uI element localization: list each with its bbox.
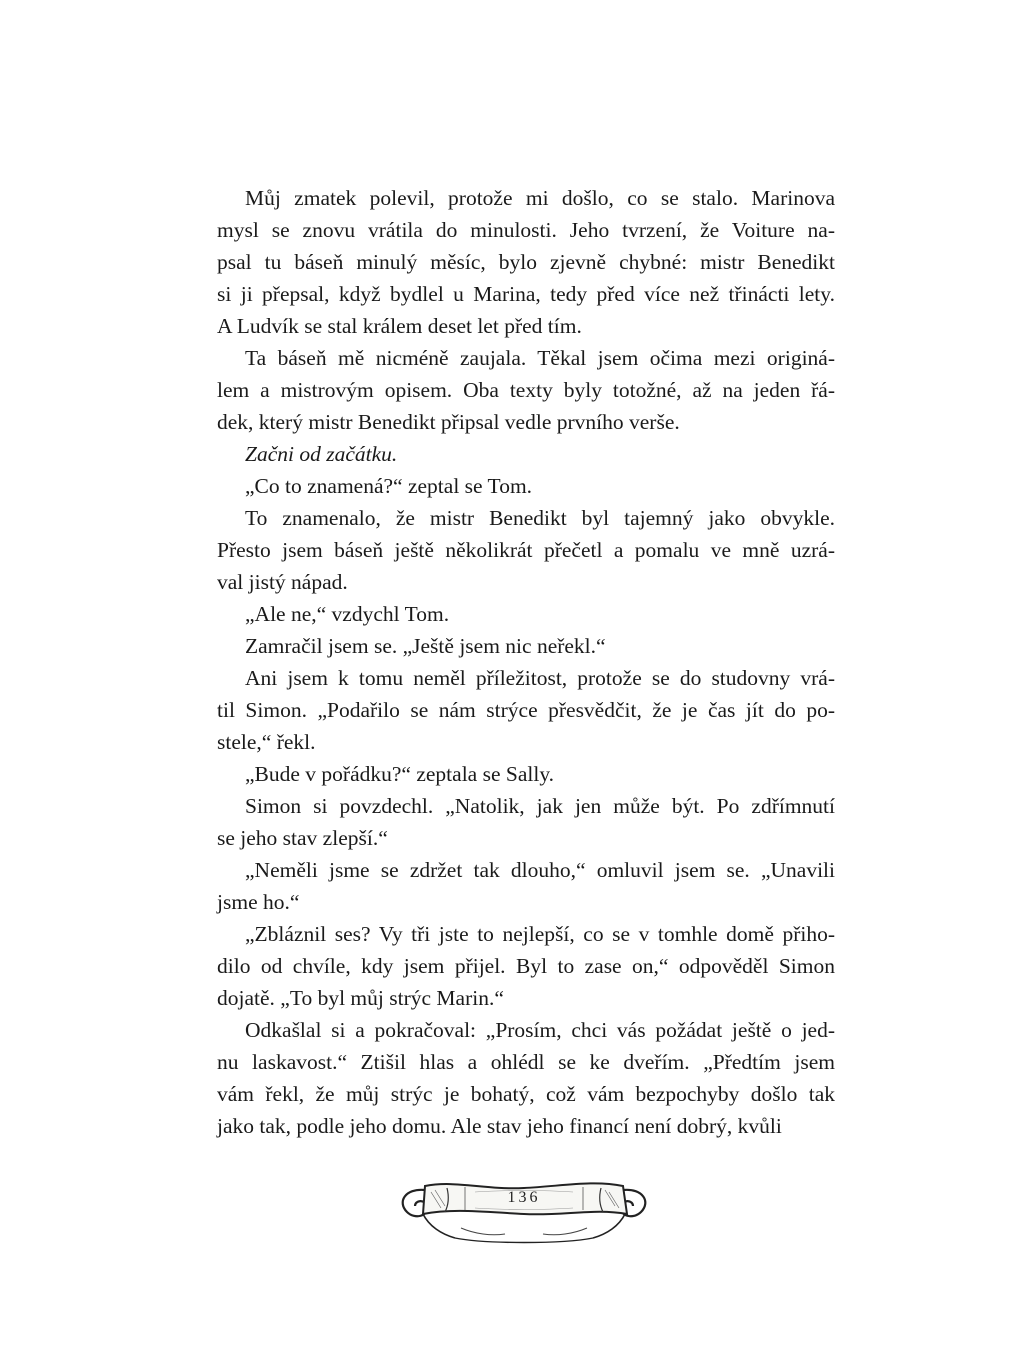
- page-number: 136: [507, 1189, 541, 1206]
- text-line: val jistý nápad.: [217, 570, 348, 594]
- paragraph: [217, 918, 835, 1014]
- paragraph: [217, 1014, 835, 1142]
- text-line: „Zbláznil ses? Vy tři jste to nejlepší, co se v tomhle domě přiho-: [245, 922, 835, 946]
- text-line: vám řekl, že můj strýc je bohatý, což vám bezpochyby došlo tak: [217, 1082, 835, 1106]
- text-line: si ji přepsal, když bydlel u Marina, tedy před více než třinácti lety.: [217, 282, 835, 306]
- text-line: jako tak, podle jeho domu. Ale stav jeho financí není dobrý, kvůli: [217, 1114, 782, 1138]
- paragraph: [217, 502, 835, 598]
- text-line: Simon si povzdechl. „Natolik, jak jen může být. Po zdřímnutí: [245, 794, 835, 818]
- paragraph: [217, 758, 835, 790]
- page-footer: [395, 1168, 645, 1248]
- text-line: nu laskavost.“ Ztišil hlas a ohlédl se ke dveřím. „Předtím jsem: [217, 1050, 835, 1074]
- text-line: til Simon. „Podařilo se nám strýce přesvědčit, že je čas jít do po-: [217, 698, 835, 722]
- paragraph: [217, 182, 835, 342]
- scroll-banner-ornament: [395, 1168, 653, 1248]
- text-line: „Neměli jsme se zdržet tak dlouho,“ omluvil jsem se. „Unavili: [245, 858, 835, 882]
- text-line: Ani jsem k tomu neměl příležitost, protože se do studovny vrá-: [245, 666, 835, 690]
- paragraph: [217, 854, 835, 918]
- paragraph: [217, 342, 835, 438]
- text-line: Můj zmatek polevil, protože mi došlo, co se stalo. Marinova: [245, 186, 835, 210]
- text-line: Zamračil jsem se. „Ještě jsem nic neřekl.“: [245, 634, 606, 658]
- text-line: „Bude v pořádku?“ zeptala se Sally.: [245, 762, 555, 786]
- text-line: stele,“ řekl.: [217, 730, 316, 754]
- paragraph: [217, 662, 835, 758]
- text-line: Začni od začátku.: [245, 442, 398, 466]
- paragraph: [217, 470, 835, 502]
- text-line: lem a mistrovým opisem. Oba texty byly totožné, až na jeden řá-: [217, 378, 835, 402]
- text-line: Ta báseň mě nicméně zaujala. Těkal jsem očima mezi originá-: [245, 346, 835, 370]
- text-line: Přesto jsem báseň ještě několikrát přečetl a pomalu ve mně uzrá-: [217, 538, 835, 562]
- paragraph: [217, 438, 835, 470]
- text-line: jsme ho.“: [217, 890, 300, 914]
- text-line: Odkašlal si a pokračoval: „Prosím, chci vás požádat ještě o jed-: [245, 1018, 835, 1042]
- text-line: „Ale ne,“ vzdychl Tom.: [245, 602, 450, 626]
- text-line: To znamenalo, že mistr Benedikt byl tajemný jako obvykle.: [245, 506, 835, 530]
- paragraph: [217, 630, 835, 662]
- text-line: dilo od chvíle, kdy jsem přijel. Byl to zase on,“ odpověděl Simon: [217, 954, 835, 978]
- paragraph: [217, 790, 835, 854]
- body-text: [217, 182, 835, 1142]
- text-line: se jeho stav zlepší.“: [217, 826, 388, 850]
- text-line: dojatě. „To byl můj strýc Marin.“: [217, 986, 504, 1010]
- text-line: dek, který mistr Benedikt připsal vedle prvního verše.: [217, 410, 680, 434]
- paragraph: [217, 598, 835, 630]
- text-line: mysl se znovu vrátila do minulosti. Jeho tvrzení, že Voiture na-: [217, 218, 835, 242]
- text-line: „Co to znamená?“ zeptal se Tom.: [245, 474, 533, 498]
- text-line: psal tu báseň minulý měsíc, bylo zjevně chybné: mistr Benedikt: [217, 250, 835, 274]
- text-line: A Ludvík se stal králem deset let před tím.: [217, 314, 582, 338]
